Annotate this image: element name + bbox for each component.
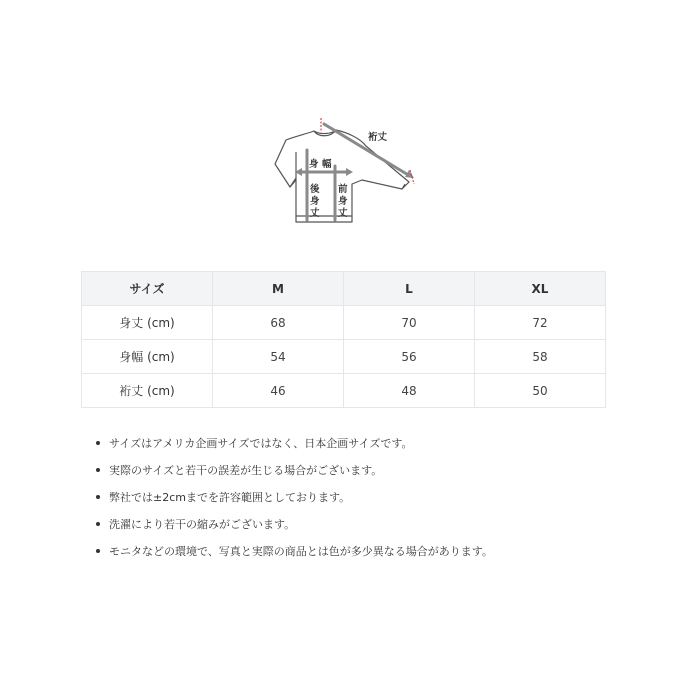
header-l: L (344, 272, 475, 306)
row-label: 裄丈 (cm) (82, 374, 213, 408)
front-length-label-1: 前 (338, 184, 348, 195)
table-cell: 48 (344, 374, 475, 408)
table-cell: 46 (213, 374, 344, 408)
table-header-row (82, 272, 606, 306)
table-cell: 54 (213, 340, 344, 374)
table-row (82, 340, 606, 374)
front-length-label-3: 丈 (338, 208, 348, 219)
notes-list (95, 430, 493, 565)
note-item: 洗濯により若干の縮みがございます。 (95, 511, 493, 538)
note-item: モニタなどの環境で、写真と実際の商品とは色が多少異なる場合があります。 (95, 538, 493, 565)
note-item: 弊社では±2cmまでを許容範囲としております。 (95, 484, 493, 511)
note-item: サイズはアメリカ企画サイズではなく、日本企画サイズです。 (95, 430, 493, 457)
table-cell: 72 (475, 306, 606, 340)
row-label: 身丈 (cm) (82, 306, 213, 340)
width-label-2: 幅 (322, 159, 332, 170)
table-cell: 68 (213, 306, 344, 340)
back-length-label-2: 身 (310, 196, 320, 207)
shirt-measurement-diagram (262, 112, 430, 234)
table-cell: 70 (344, 306, 475, 340)
table-cell: 58 (475, 340, 606, 374)
width-label-1: 身 (309, 159, 319, 170)
header-size: サイズ (82, 272, 213, 306)
sleeve-label: 裄丈 (368, 132, 388, 143)
header-m: M (213, 272, 344, 306)
front-length-label-2: 身 (338, 196, 348, 207)
table-row (82, 374, 606, 408)
table-cell: 56 (344, 340, 475, 374)
table-cell: 50 (475, 374, 606, 408)
note-item: 実際のサイズと若干の誤差が生じる場合がございます。 (95, 457, 493, 484)
back-length-label-1: 後 (310, 184, 320, 195)
header-xl: XL (475, 272, 606, 306)
size-table (81, 271, 606, 408)
shirt-outline-icon (262, 112, 430, 234)
table-row (82, 306, 606, 340)
row-label: 身幅 (cm) (82, 340, 213, 374)
back-length-label-3: 丈 (310, 208, 320, 219)
